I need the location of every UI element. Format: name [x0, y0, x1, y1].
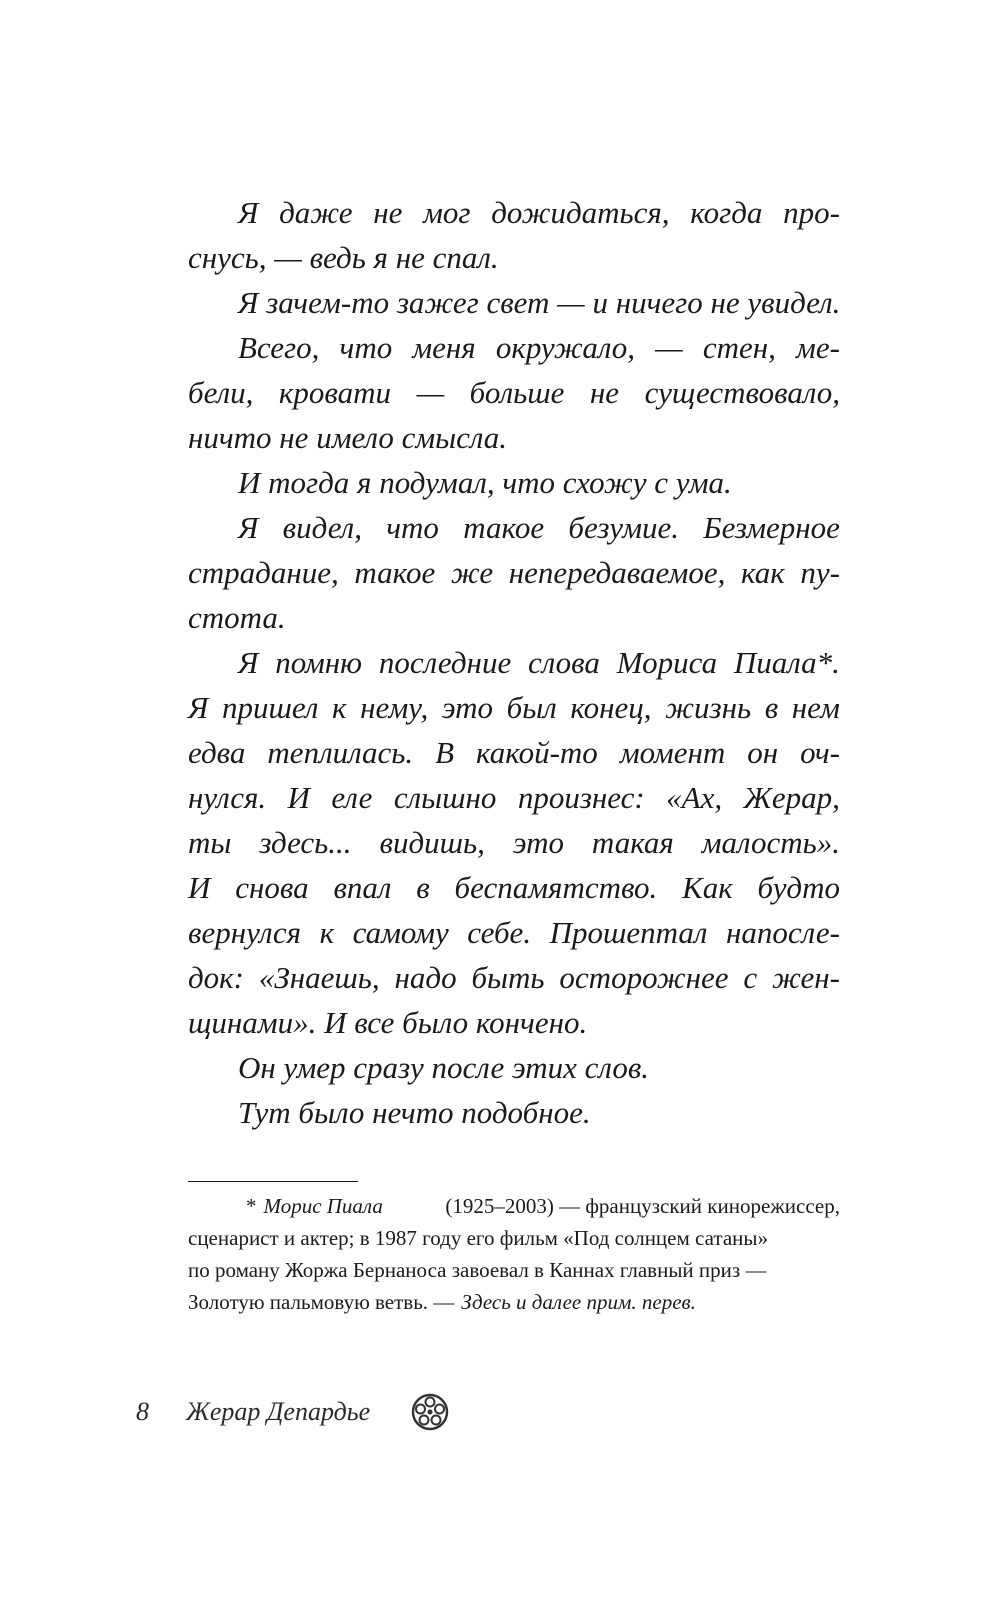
word: Мориса: [616, 645, 718, 680]
footnote-name: Морис Пиала: [263, 1194, 383, 1218]
word: Как: [682, 870, 733, 905]
word: Я: [238, 510, 259, 545]
word: не: [589, 375, 620, 410]
text-line: [188, 370, 840, 415]
text-line: [188, 775, 840, 820]
text-line: [188, 820, 840, 865]
word: видишь,: [379, 825, 485, 860]
word: к: [332, 690, 347, 725]
text-line: [188, 190, 840, 235]
text-line-content: Он умер сразу после этих слов.: [238, 1050, 650, 1085]
word: жен-: [772, 960, 840, 995]
word: кровати: [278, 375, 392, 410]
word: самому: [352, 915, 449, 950]
text-line-content: Я зачем-то зажег свет — и ничего не увидел.: [238, 285, 841, 320]
word: жизнь: [665, 690, 752, 725]
word: Пиала*.: [733, 645, 840, 680]
text-line: [188, 505, 840, 550]
text-line-content: щинами». И все было кончено.: [188, 1005, 588, 1040]
word: малость».: [701, 825, 840, 860]
text-line-content: Тут было нечто подобное.: [238, 1095, 591, 1130]
word: слышно: [393, 780, 497, 815]
word: Жерар,: [743, 780, 840, 815]
footnote-text: (1925–2003) — французский кинорежиссер,: [445, 1194, 840, 1218]
word: «Знаешь,: [258, 960, 380, 995]
text-line: [188, 325, 840, 370]
page-number: 8: [136, 1397, 149, 1426]
footnote-line: [188, 1286, 840, 1318]
word: —: [655, 330, 683, 365]
word: ты: [188, 825, 232, 860]
text-line: [188, 460, 840, 505]
word: Я: [188, 690, 209, 725]
word: будто: [757, 870, 840, 905]
word: надо: [394, 960, 457, 995]
word: теплилась.: [267, 735, 414, 770]
text-line: [188, 1090, 840, 1135]
word: док:: [188, 960, 245, 995]
word: был: [506, 690, 557, 725]
word: впал: [333, 870, 392, 905]
word: видел,: [282, 510, 362, 545]
word: И: [287, 780, 310, 815]
word: это: [441, 690, 494, 725]
footnote-line: [188, 1190, 840, 1222]
word: что: [386, 510, 439, 545]
text-line: [188, 640, 840, 685]
word: себе.: [467, 915, 532, 950]
text-line: [188, 955, 840, 1000]
footnote-line: [188, 1254, 840, 1286]
word: осторожнее: [559, 960, 729, 995]
film-reel-icon: [410, 1392, 450, 1432]
text-line: [188, 235, 840, 280]
body-text: [188, 190, 840, 1135]
word: существовало,: [644, 375, 840, 410]
word: страдание,: [188, 555, 339, 590]
word: еле: [331, 780, 373, 815]
word: стен,: [702, 330, 776, 365]
word: безумие.: [568, 510, 679, 545]
word: Безмерное: [703, 510, 840, 545]
word: вернулся: [188, 915, 302, 950]
word: нем: [791, 690, 840, 725]
word: в: [764, 690, 779, 725]
text-line: [188, 550, 840, 595]
word: ме-: [796, 330, 840, 365]
word: какой-то: [476, 735, 598, 770]
word: что: [339, 330, 393, 365]
text-line: [188, 415, 840, 460]
running-author: Жерар Депардье: [186, 1397, 371, 1426]
word: он: [747, 735, 779, 770]
word: дожидаться,: [491, 195, 670, 230]
word: слова: [528, 645, 600, 680]
word: такое: [463, 510, 545, 545]
word: оч-: [800, 735, 840, 770]
word: быть: [471, 960, 545, 995]
word: последние: [378, 645, 512, 680]
text-line: [188, 280, 840, 325]
footnote-text: сценарист и актер; в 1987 году его фильм «Под солнцем сатаны»: [188, 1226, 768, 1250]
word: Я: [238, 195, 259, 230]
word: произнес:: [517, 780, 645, 815]
text-line-content: И тогда я подумал, что схожу с ума.: [238, 465, 732, 500]
text-line: [188, 730, 840, 775]
word: «Ах,: [666, 780, 723, 815]
word: такое: [354, 555, 436, 590]
word: нему,: [360, 690, 429, 725]
footnote-text: по роману Жоржа Бернаноса завоевал в Каннах главный приз —: [188, 1258, 767, 1282]
word: момент: [619, 735, 726, 770]
word: пу-: [800, 555, 840, 590]
word: с: [743, 960, 758, 995]
word: даже: [279, 195, 353, 230]
word: пришел: [221, 690, 319, 725]
word: это: [512, 825, 564, 860]
word: окружало,: [495, 330, 635, 365]
word: беспамятство.: [454, 870, 658, 905]
footnote-divider: [188, 1181, 358, 1182]
word: Всего,: [238, 330, 320, 365]
footnote-marker: *: [246, 1194, 257, 1218]
word: больше: [469, 375, 565, 410]
word: в: [416, 870, 430, 905]
word: такая: [591, 825, 674, 860]
word: —: [416, 375, 445, 410]
text-line-content: ничто не имело смысла.: [188, 420, 508, 455]
text-line: [188, 1045, 840, 1090]
word: В: [435, 735, 455, 770]
word: едва: [188, 735, 246, 770]
footnote-translator-note: Здесь и далее прим. перев.: [461, 1290, 696, 1314]
text-line: [188, 1000, 840, 1045]
word: непередаваемое,: [508, 555, 726, 590]
word: Прошептал: [549, 915, 708, 950]
word: нулся.: [188, 780, 267, 815]
word: Я: [238, 645, 259, 680]
word: про-: [783, 195, 840, 230]
footnote-text: Золотую пальмовую ветвь. —: [188, 1290, 455, 1314]
text-line: [188, 685, 840, 730]
word: помню: [275, 645, 363, 680]
word: напосле-: [725, 915, 840, 950]
text-line-content: снусь, — ведь я не спал.: [188, 240, 499, 275]
footnote-line: [188, 1222, 840, 1254]
word: как: [740, 555, 785, 590]
running-footer: [136, 1392, 450, 1432]
text-line: [188, 865, 840, 910]
word: к: [319, 915, 335, 950]
word: бели,: [188, 375, 254, 410]
footnote: [188, 1190, 840, 1318]
word: же: [450, 555, 494, 590]
text-line-content: стота.: [188, 600, 286, 635]
word: конец,: [570, 690, 652, 725]
word: здесь...: [259, 825, 352, 860]
text-line: [188, 910, 840, 955]
word: меня: [412, 330, 476, 365]
word: когда: [690, 195, 763, 230]
text-line: [188, 595, 840, 640]
word: снова: [235, 870, 309, 905]
word: не: [373, 195, 403, 230]
word: мог: [423, 195, 471, 230]
word: И: [188, 870, 211, 905]
